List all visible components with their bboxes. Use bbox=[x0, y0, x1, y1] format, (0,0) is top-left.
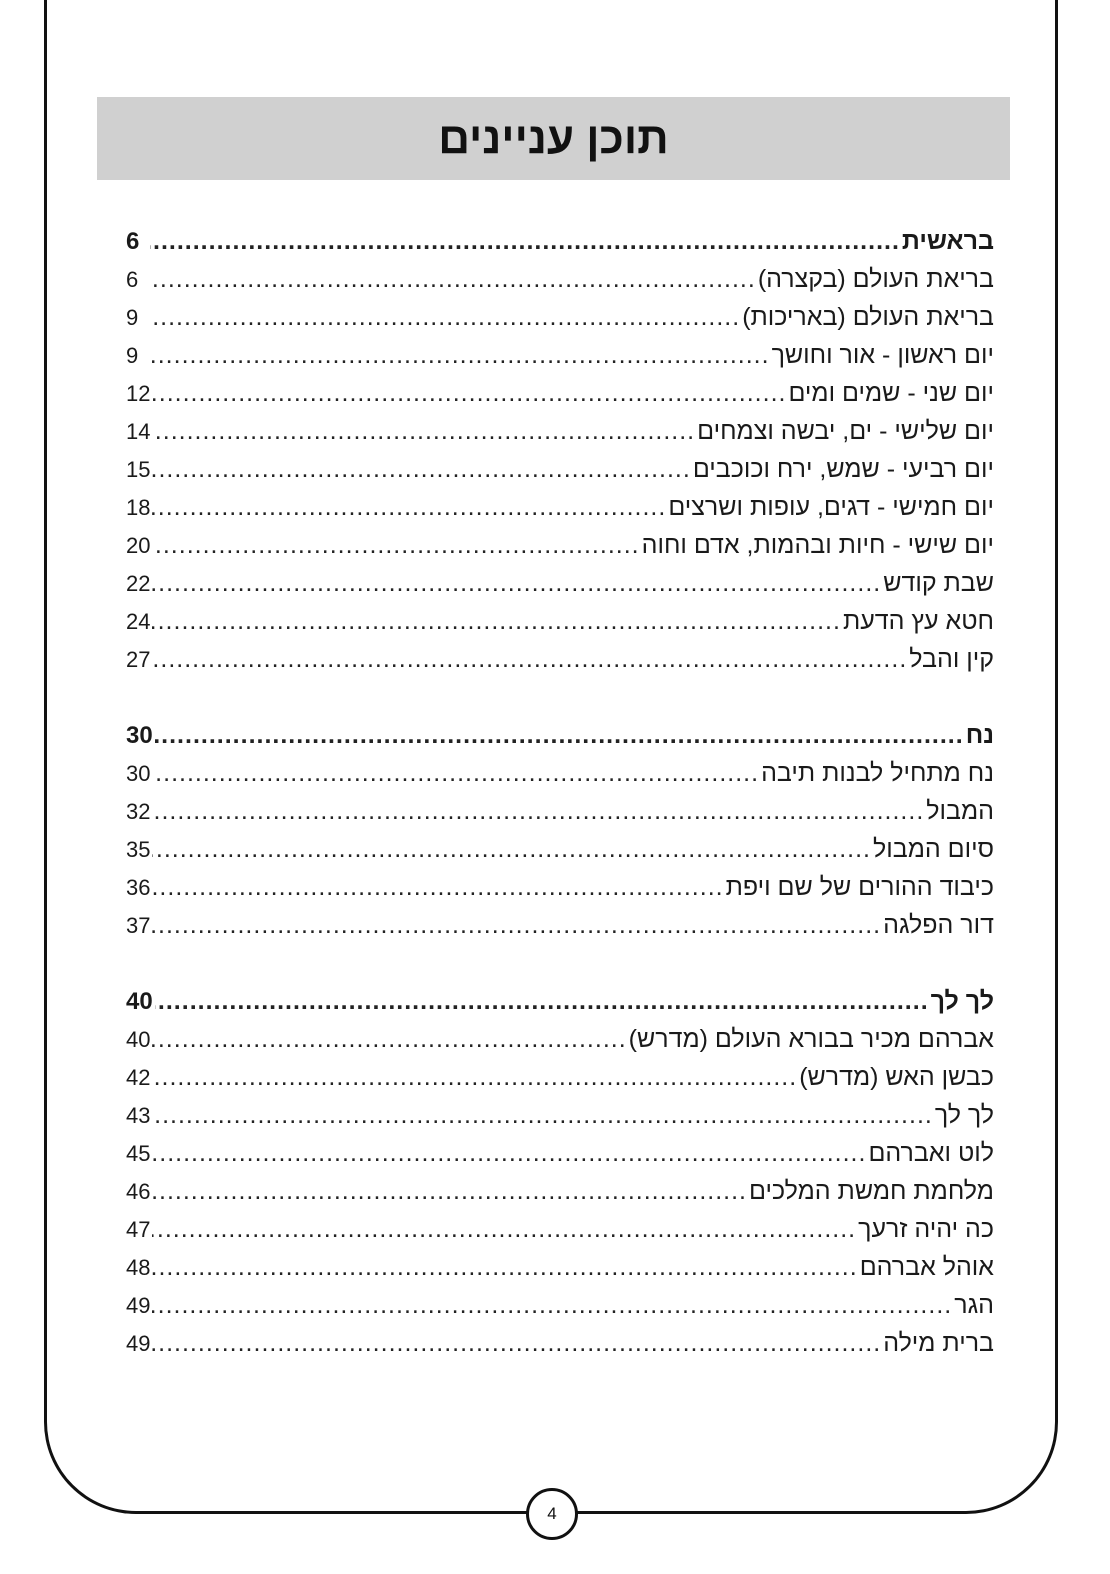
page-ref: 40 bbox=[126, 988, 153, 1015]
dot-leader bbox=[152, 1210, 856, 1248]
page-ref: 27 bbox=[126, 647, 151, 672]
entry-title: נח מתחיל לבנות תיבה bbox=[761, 759, 994, 787]
entry-title: יום שלישי - ים, יבשה וצמחים bbox=[697, 417, 994, 445]
page-ref: 20 bbox=[126, 533, 151, 558]
dot-leader bbox=[152, 450, 690, 488]
entry-title: אברהם מכיר בבורא העולם (מדרש) bbox=[628, 1025, 994, 1053]
dot-leader bbox=[155, 716, 964, 754]
toc-section-heading bbox=[126, 982, 994, 1020]
section-title: לך לך bbox=[930, 987, 994, 1015]
dot-leader bbox=[152, 1020, 626, 1058]
section-title: נח bbox=[965, 721, 994, 749]
dot-leader bbox=[152, 1172, 747, 1210]
page-ref: 24 bbox=[126, 609, 151, 634]
page-ref: 6 bbox=[126, 267, 139, 292]
dot-leader bbox=[152, 374, 786, 412]
toc-entry bbox=[126, 640, 994, 678]
toc-entry bbox=[126, 526, 994, 564]
page-ref: 49 bbox=[126, 1331, 151, 1356]
dot-leader bbox=[152, 602, 840, 640]
page-ref: 42 bbox=[126, 1065, 151, 1090]
dot-leader bbox=[152, 1134, 866, 1172]
entry-title: חטא עץ הדעת bbox=[842, 607, 994, 635]
page-ref: 30 bbox=[126, 761, 151, 786]
dot-leader bbox=[152, 1058, 797, 1096]
page-ref: 36 bbox=[126, 875, 151, 900]
toc-entry bbox=[126, 906, 994, 944]
toc-entry bbox=[126, 412, 994, 450]
toc-entry bbox=[126, 1020, 994, 1058]
toc-entry bbox=[126, 1248, 994, 1286]
dot-leader bbox=[152, 1248, 857, 1286]
page-title: תוכן עניינים bbox=[438, 113, 669, 163]
page-ref: 40 bbox=[126, 1027, 151, 1052]
page-ref: 45 bbox=[126, 1141, 151, 1166]
dot-leader bbox=[152, 526, 639, 564]
page-ref: 47 bbox=[126, 1217, 151, 1242]
page-ref: 9 bbox=[126, 343, 139, 368]
page-ref: 15 bbox=[126, 457, 151, 482]
section-title: בראשית bbox=[901, 227, 994, 255]
entry-title: בריאת העולם (באריכות) bbox=[742, 303, 994, 331]
entry-title: יום שישי - חיות ובהמות, אדם וחוה bbox=[641, 531, 994, 559]
page-ref: 48 bbox=[126, 1255, 151, 1280]
page-ref: 14 bbox=[126, 419, 151, 444]
entry-title: אוהל אברהם bbox=[859, 1253, 994, 1281]
toc-entry bbox=[126, 488, 994, 526]
dot-leader bbox=[152, 1324, 881, 1362]
toc-section-heading bbox=[126, 716, 994, 754]
entry-title: דור הפלגה bbox=[883, 911, 994, 939]
toc-section bbox=[126, 982, 994, 1362]
toc-entry bbox=[126, 336, 994, 374]
toc-section bbox=[126, 716, 994, 944]
entry-title: מלחמת חמשת המלכים bbox=[749, 1177, 994, 1205]
entry-title: ברית מילה bbox=[883, 1329, 994, 1357]
dot-leader bbox=[152, 1286, 952, 1324]
page-ref: 43 bbox=[126, 1103, 151, 1128]
toc-entry bbox=[126, 1134, 994, 1172]
dot-leader bbox=[152, 868, 723, 906]
toc-entry bbox=[126, 868, 994, 906]
entry-title: כה יהיה זרעך bbox=[858, 1215, 994, 1243]
dot-leader bbox=[152, 564, 881, 602]
entry-title: הגר bbox=[954, 1291, 994, 1319]
entry-title: לך לך bbox=[934, 1101, 994, 1129]
page-ref: 30 bbox=[126, 722, 153, 749]
page-ref: 37 bbox=[126, 913, 151, 938]
toc-entry bbox=[126, 830, 994, 868]
page-ref: 46 bbox=[126, 1179, 151, 1204]
toc-entry bbox=[126, 1096, 994, 1134]
toc-entry bbox=[126, 602, 994, 640]
page-ref: 49 bbox=[126, 1293, 151, 1318]
entry-title: בריאת העולם (בקצרה) bbox=[757, 265, 994, 293]
dot-leader bbox=[155, 982, 929, 1020]
entry-title: המבול bbox=[926, 797, 994, 825]
page-ref: 22 bbox=[126, 571, 151, 596]
title-bar bbox=[97, 97, 1010, 180]
dot-leader bbox=[152, 1096, 932, 1134]
toc-entry bbox=[126, 1058, 994, 1096]
dot-leader bbox=[150, 222, 900, 260]
toc-entry bbox=[126, 374, 994, 412]
dot-leader bbox=[152, 754, 759, 792]
dot-leader bbox=[150, 336, 770, 374]
table-of-contents bbox=[126, 222, 994, 1400]
page-ref: 6 bbox=[126, 228, 140, 255]
toc-entry bbox=[126, 564, 994, 602]
toc-entry bbox=[126, 1286, 994, 1324]
entry-title: יום שני - שמים ומים bbox=[788, 379, 994, 407]
page-ref: 18 bbox=[126, 495, 151, 520]
toc-section-heading bbox=[126, 222, 994, 260]
toc-entry bbox=[126, 450, 994, 488]
page-number: 4 bbox=[526, 1488, 578, 1540]
dot-leader bbox=[152, 488, 666, 526]
entry-title: שבת קודש bbox=[883, 569, 994, 597]
dot-leader bbox=[150, 298, 740, 336]
dot-leader bbox=[152, 830, 871, 868]
toc-section bbox=[126, 222, 994, 678]
page-ref: 32 bbox=[126, 799, 151, 824]
page-ref: 35 bbox=[126, 837, 151, 862]
dot-leader bbox=[152, 792, 924, 830]
entry-title: לוט ואברהם bbox=[868, 1139, 994, 1167]
entry-title: כיבוד ההורים של שם ויפת bbox=[725, 873, 994, 901]
toc-entry bbox=[126, 1172, 994, 1210]
entry-title: יום חמישי - דגים, עופות ושרצים bbox=[668, 493, 994, 521]
dot-leader bbox=[152, 640, 907, 678]
toc-entry bbox=[126, 298, 994, 336]
dot-leader bbox=[152, 412, 695, 450]
dot-leader bbox=[150, 260, 756, 298]
page-ref: 9 bbox=[126, 305, 139, 330]
entry-title: סיום המבול bbox=[873, 835, 994, 863]
toc-entry bbox=[126, 754, 994, 792]
page-ref: 12 bbox=[126, 381, 151, 406]
entry-title: יום ראשון - אור וחושך bbox=[771, 341, 994, 369]
toc-entry bbox=[126, 1324, 994, 1362]
toc-entry bbox=[126, 1210, 994, 1248]
dot-leader bbox=[152, 906, 881, 944]
entry-title: כבשן האש (מדרש) bbox=[799, 1063, 994, 1091]
entry-title: קין והבל bbox=[909, 645, 994, 673]
entry-title: יום רביעי - שמש, ירח וכוכבים bbox=[692, 455, 994, 483]
toc-entry bbox=[126, 260, 994, 298]
toc-entry bbox=[126, 792, 994, 830]
